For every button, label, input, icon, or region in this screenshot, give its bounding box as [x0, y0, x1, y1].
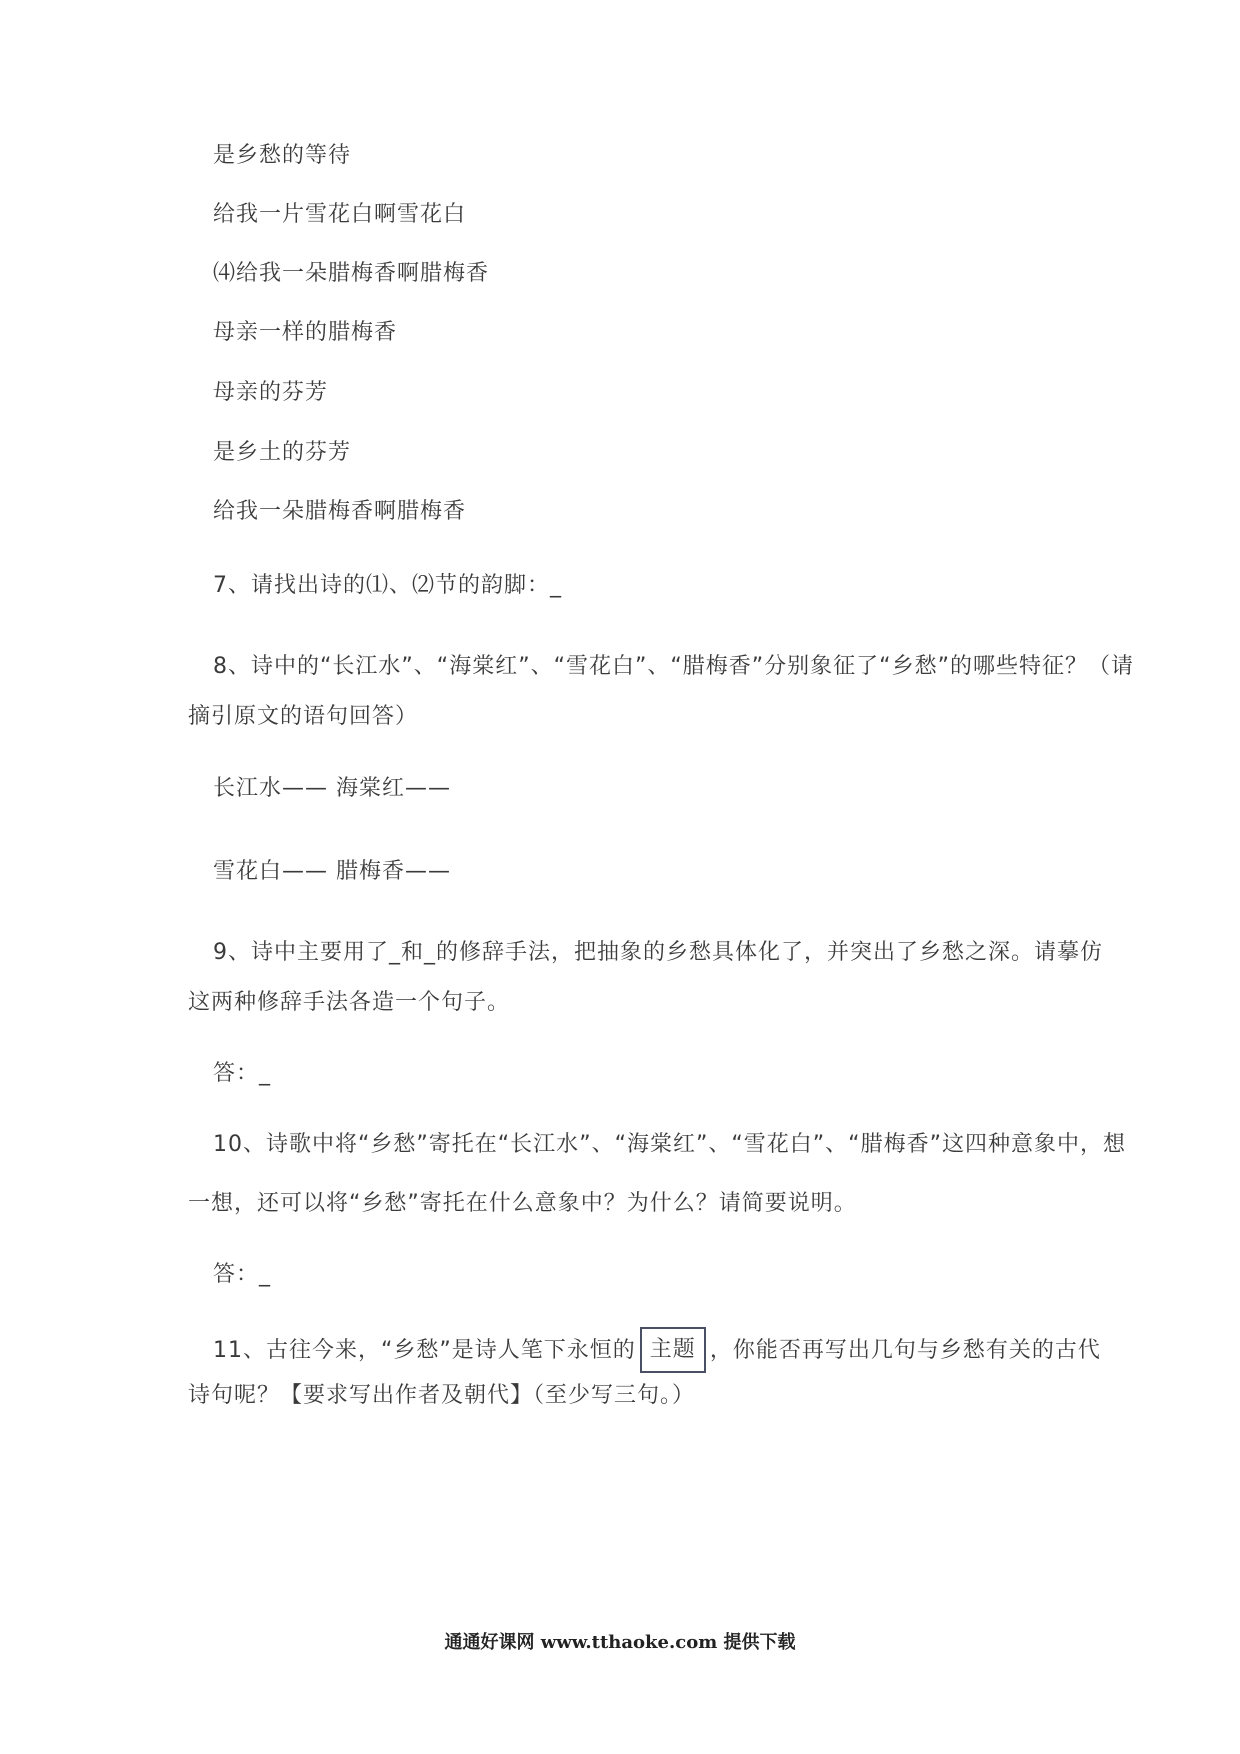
- page-footer: 通通好课网 www.tthaoke.com 提供下载: [444, 1632, 796, 1653]
- question-10-line-1: 10、诗歌中将“乡愁”寄托在“长江水”、“海棠红”、“雪花白”、“腊梅香”这四种意象中，想: [213, 1132, 1126, 1157]
- question-11-line-1: [213, 1328, 1101, 1374]
- question-8-line-2: 摘引原文的语句回答）: [188, 704, 419, 729]
- question-7: 7、请找出诗的⑴、⑵节的韵脚：_: [213, 573, 562, 598]
- question-8-line-1: 8、诗中的“长江水”、“海棠红”、“雪花白”、“腊梅香”分别象征了“乡愁”的哪些特征？（请: [213, 654, 1134, 679]
- question-11-line-2: 诗句呢？【要求写出作者及朝代】（至少写三句。）: [188, 1383, 696, 1408]
- question-9-line-2: 这两种修辞手法各造一个句子。: [188, 990, 511, 1015]
- poem-line: 母亲的芬芳: [213, 380, 329, 405]
- question-8-answer-2: 雪花白—— 腊梅香——: [213, 859, 451, 884]
- poem-line: ⑷给我一朵腊梅香啊腊梅香: [213, 261, 490, 286]
- question-11-prefix: 11、古往今来，“乡愁”是诗人笔下永恒的: [213, 1338, 636, 1363]
- poem-line: 是乡愁的等待: [213, 143, 352, 168]
- question-10-line-2: 一想，还可以将“乡愁”寄托在什么意象中？为什么？请简要说明。: [188, 1191, 857, 1216]
- poem-line: 给我一片雪花白啊雪花白: [213, 202, 467, 227]
- question-10-answer: 答：_: [213, 1262, 272, 1287]
- poem-line: 是乡土的芬芳: [213, 440, 352, 465]
- question-11-suffix: ，你能否再写出几句与乡愁有关的古代: [709, 1338, 1101, 1363]
- question-9-line-1: 9、诗中主要用了_和_的修辞手法，把抽象的乡愁具体化了，并突出了乡愁之深。请摹仿: [213, 940, 1103, 965]
- poem-line: 给我一朵腊梅香啊腊梅香: [213, 499, 467, 524]
- highlighted-term-box: 主题: [640, 1327, 706, 1373]
- poem-line: 母亲一样的腊梅香: [213, 320, 398, 345]
- question-9-answer: 答：_: [213, 1061, 272, 1086]
- question-8-answer-1: 长江水—— 海棠红——: [213, 776, 451, 801]
